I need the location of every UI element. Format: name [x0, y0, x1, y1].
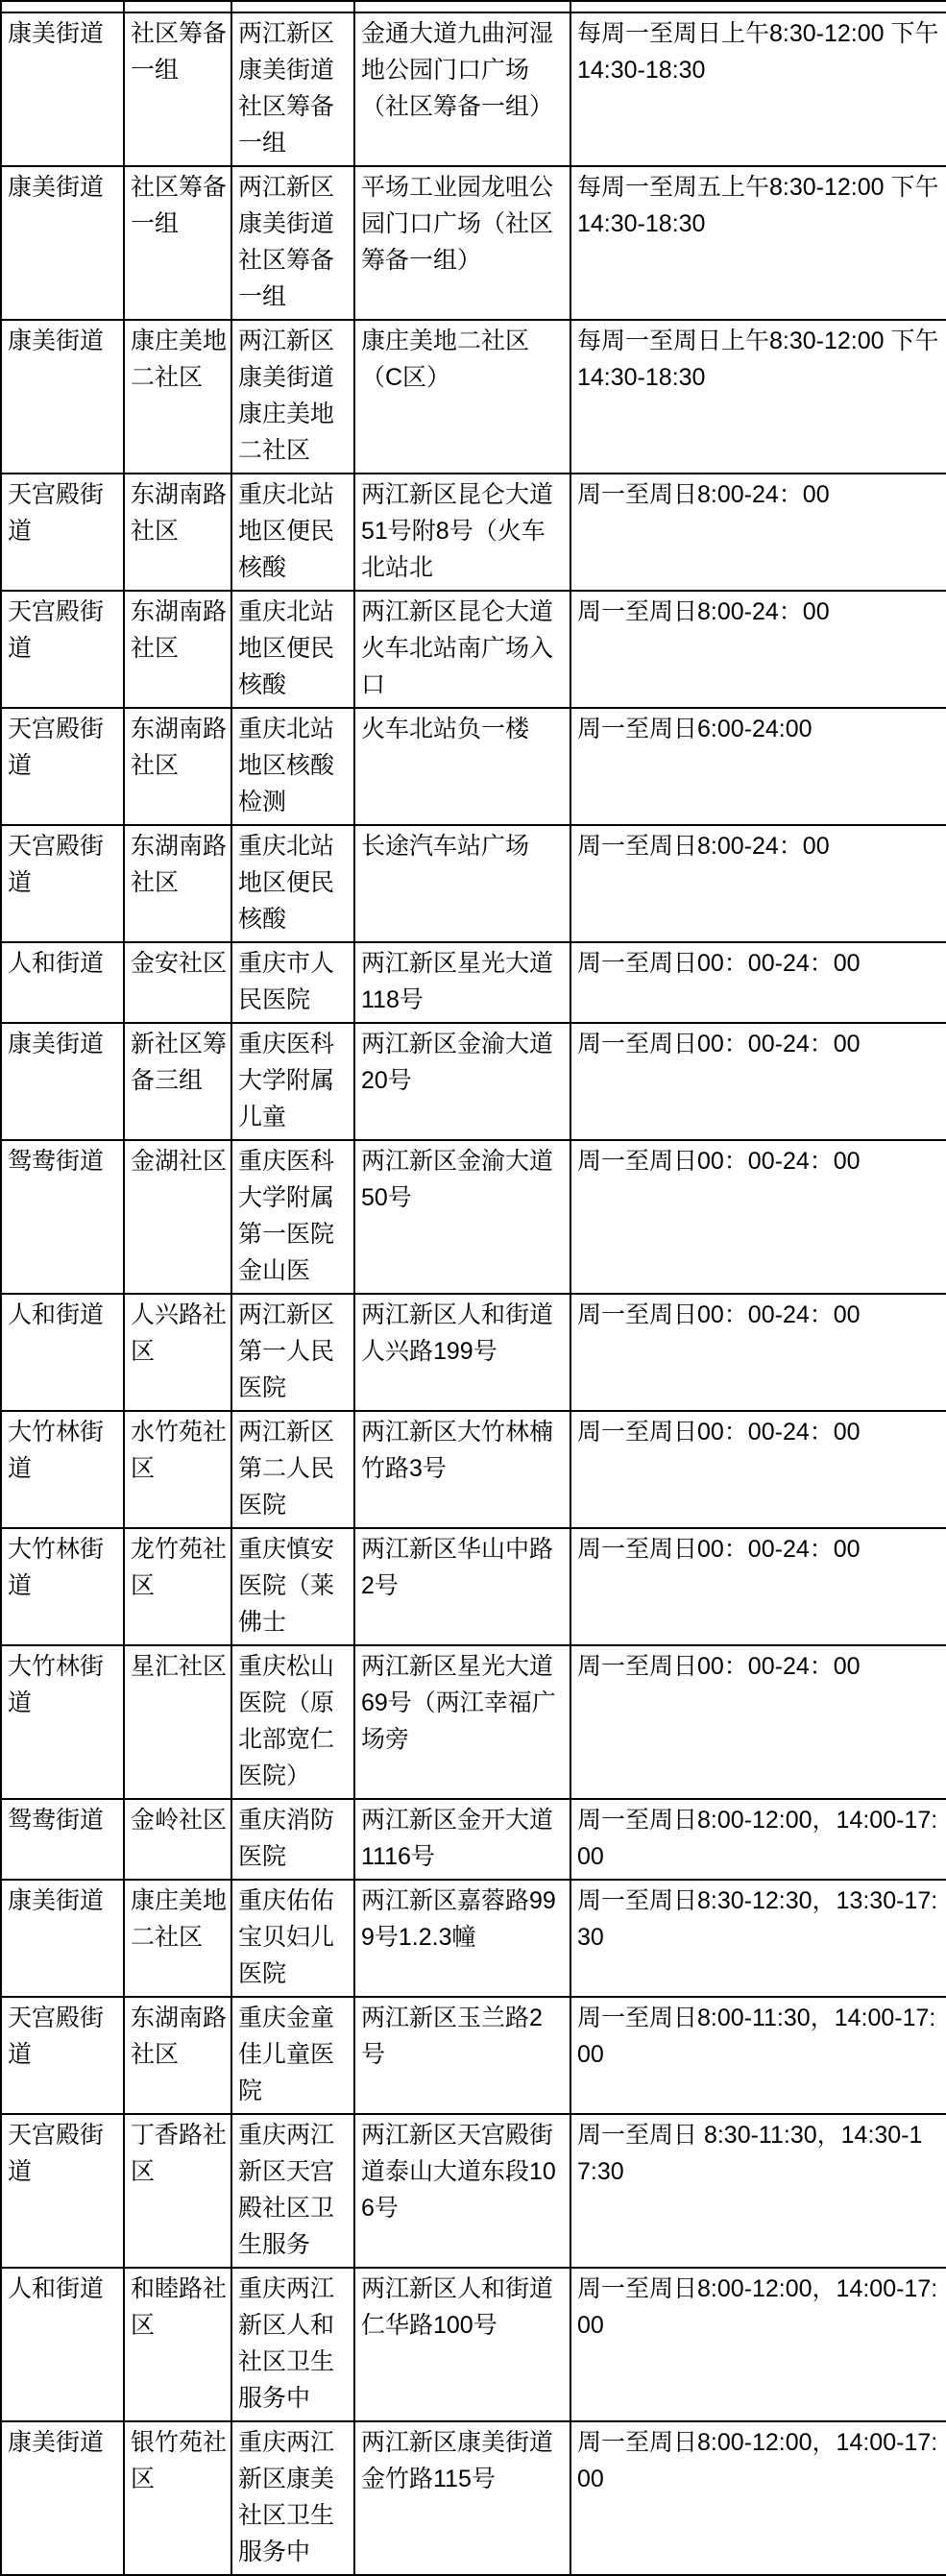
cell-community: 丁香路社区	[124, 2114, 231, 2268]
cell-time: 周一至周日8:00-12:00，14:00-17:00	[570, 1799, 946, 1880]
cell-time: 周一至周日8:00-11:30，14:00-17:00	[570, 1997, 946, 2114]
cell-street: 鸳鸯街道	[1, 1799, 124, 1880]
table-row	[1, 1294, 946, 1411]
cell-community: 金岭社区	[124, 1799, 231, 1880]
table-row	[1, 1023, 946, 1140]
cell-address: 金通大道九曲河湿地公园门口广场（社区筹备一组）	[354, 12, 570, 166]
cell-site: 重庆北站地区核酸检测	[231, 708, 354, 825]
cell-time: 周一至周日00：00-24：00	[570, 942, 946, 1023]
cell-site: 重庆松山医院（原北部宽仁医院）	[231, 1645, 354, 1799]
cell-site: 两江新区康美街道社区筹备一组	[231, 166, 354, 320]
cell-street: 大竹林街道	[1, 1528, 124, 1645]
cell-time: 周一至周日8:00-12:00，14:00-17:00	[570, 2421, 946, 2575]
table-row	[1, 591, 946, 708]
cell-time: 周一至周日8:00-24：00	[570, 591, 946, 708]
table-row	[1, 1411, 946, 1528]
cell-street: 人和街道	[1, 1294, 124, 1411]
cell-site: 重庆金童佳儿童医院	[231, 1997, 354, 2114]
cell-street: 天宫殿街道	[1, 591, 124, 708]
table-row	[1, 1140, 946, 1294]
cell-address: 两江新区星光大道69号（两江幸福广场旁	[354, 1645, 570, 1799]
table-row	[1, 942, 946, 1023]
cell-address: 两江新区昆仑大道火车北站南广场入口	[354, 591, 570, 708]
cell-address: 两江新区金开大道1116号	[354, 1799, 570, 1880]
table-row	[1, 2268, 946, 2421]
cell-community: 新社区筹备三组	[124, 1023, 231, 1140]
cell-street: 天宫殿街道	[1, 474, 124, 591]
table-row	[1, 2114, 946, 2268]
cell-street: 康美街道	[1, 1880, 124, 1997]
cell-site: 重庆两江新区人和社区卫生服务中	[231, 2268, 354, 2421]
cell-address: 两江新区金渝大道20号	[354, 1023, 570, 1140]
cell-site: 两江新区第一人民医院	[231, 1294, 354, 1411]
cell-street: 康美街道	[1, 1023, 124, 1140]
cell-time: 每周一至周日上午8:30-12:00 下午14:30-18:30	[570, 12, 946, 166]
cell-community: 康庄美地二社区	[124, 320, 231, 474]
cell-community: 社区筹备一组	[124, 166, 231, 320]
cell-street: 天宫殿街道	[1, 1997, 124, 2114]
cell-address: 两江新区昆仑大道51号附8号（火车北站北	[354, 474, 570, 591]
cell-site: 重庆市人民医院	[231, 942, 354, 1023]
cell-community: 康庄美地二社区	[124, 1880, 231, 1997]
cell-site: 重庆北站地区便民核酸	[231, 591, 354, 708]
table-row	[1, 825, 946, 942]
cell-address: 康庄美地二社区（C区）	[354, 320, 570, 474]
cell-site: 两江新区第二人民医院	[231, 1411, 354, 1528]
cell-site: 重庆慎安医院（莱佛士	[231, 1528, 354, 1645]
cell-address: 两江新区华山中路2号	[354, 1528, 570, 1645]
cell-community: 东湖南路社区	[124, 1997, 231, 2114]
cell-time: 每周一至周日上午8:30-12:00 下午14:30-18:30	[570, 320, 946, 474]
table-row	[1, 12, 946, 166]
cell-street: 大竹林街道	[1, 1411, 124, 1528]
cell-time: 周一至周日8:00-12:00，14:00-17:00	[570, 2268, 946, 2421]
cell-community: 星汇社区	[124, 1645, 231, 1799]
cell-address: 两江新区人和街道仁华路100号	[354, 2268, 570, 2421]
cell-site: 重庆医科大学附属儿童	[231, 1023, 354, 1140]
cell-time: 周一至周日00：00-24：00	[570, 1645, 946, 1799]
cell-community: 和睦路社区	[124, 2268, 231, 2421]
cell-street: 康美街道	[1, 166, 124, 320]
table-row-clipped	[1, 1, 946, 12]
cell-site: 重庆两江新区康美社区卫生服务中	[231, 2421, 354, 2575]
table-row	[1, 708, 946, 825]
cell-street: 康美街道	[1, 320, 124, 474]
cell-community: 社区筹备一组	[124, 12, 231, 166]
cell-time: 周一至周日8:00-24：00	[570, 474, 946, 591]
cell-site: 重庆佑佑宝贝妇儿医院	[231, 1880, 354, 1997]
cell-address: 两江新区金渝大道50号	[354, 1140, 570, 1294]
table-row	[1, 166, 946, 320]
cell-time: 周一至周日00：00-24：00	[570, 1528, 946, 1645]
cell-street: 人和街道	[1, 2268, 124, 2421]
cell-time: 周一至周日 8:30-11:30，14:30-17:30	[570, 2114, 946, 2268]
cell-clipped	[231, 1, 354, 12]
cell-street: 天宫殿街道	[1, 2114, 124, 2268]
cell-community: 人兴路社区	[124, 1294, 231, 1411]
cell-street: 天宫殿街道	[1, 708, 124, 825]
table-row	[1, 320, 946, 474]
cell-street: 鸳鸯街道	[1, 1140, 124, 1294]
cell-community: 东湖南路社区	[124, 708, 231, 825]
cell-street: 康美街道	[1, 2421, 124, 2575]
cell-address: 两江新区天宫殿街道泰山大道东段106号	[354, 2114, 570, 2268]
cell-community: 金湖社区	[124, 1140, 231, 1294]
cell-site: 重庆消防医院	[231, 1799, 354, 1880]
table-row	[1, 1645, 946, 1799]
cell-community: 龙竹苑社区	[124, 1528, 231, 1645]
cell-time: 周一至周日00：00-24：00	[570, 1411, 946, 1528]
table-row	[1, 2421, 946, 2575]
cell-clipped	[570, 1, 946, 12]
table-row	[1, 1799, 946, 1880]
cell-clipped	[354, 1, 570, 12]
cell-site: 重庆北站地区便民核酸	[231, 825, 354, 942]
cell-community: 东湖南路社区	[124, 825, 231, 942]
cell-address: 两江新区大竹林楠竹路3号	[354, 1411, 570, 1528]
cell-address: 两江新区玉兰路2号	[354, 1997, 570, 2114]
cell-street: 天宫殿街道	[1, 825, 124, 942]
table-row	[1, 474, 946, 591]
table-row	[1, 1880, 946, 1997]
cell-street: 大竹林街道	[1, 1645, 124, 1799]
cell-time: 周一至周日8:30-12:30，13:30-17:30	[570, 1880, 946, 1997]
cell-time: 周一至周日8:00-24：00	[570, 825, 946, 942]
table-body	[1, 1, 946, 2575]
cell-site: 重庆医科大学附属第一医院金山医	[231, 1140, 354, 1294]
cell-community: 水竹苑社区	[124, 1411, 231, 1528]
cell-community: 银竹苑社区	[124, 2421, 231, 2575]
table-row	[1, 1997, 946, 2114]
cell-community: 金安社区	[124, 942, 231, 1023]
cell-street: 康美街道	[1, 12, 124, 166]
cell-time: 周一至周日00：00-24：00	[570, 1023, 946, 1140]
cell-site: 两江新区康美街道社区筹备一组	[231, 12, 354, 166]
cell-community: 东湖南路社区	[124, 591, 231, 708]
cell-address: 两江新区星光大道118号	[354, 942, 570, 1023]
cell-site: 重庆北站地区便民核酸	[231, 474, 354, 591]
cell-address: 两江新区嘉蓉路999号1.2.3幢	[354, 1880, 570, 1997]
cell-site: 两江新区康美街道康庄美地二社区	[231, 320, 354, 474]
cell-time: 周一至周日00：00-24：00	[570, 1140, 946, 1294]
cell-time: 周一至周日6:00-24:00	[570, 708, 946, 825]
cell-address: 两江新区康美街道金竹路115号	[354, 2421, 570, 2575]
cell-clipped	[1, 1, 124, 12]
cell-address: 火车北站负一楼	[354, 708, 570, 825]
cell-community: 东湖南路社区	[124, 474, 231, 591]
cell-address: 平场工业园龙咀公园门口广场（社区筹备一组）	[354, 166, 570, 320]
cell-time: 每周一至周五上午8:30-12:00 下午14:30-18:30	[570, 166, 946, 320]
cell-street: 人和街道	[1, 942, 124, 1023]
cell-time: 周一至周日00：00-24：00	[570, 1294, 946, 1411]
table-row	[1, 1528, 946, 1645]
cell-site: 重庆两江新区天宫殿社区卫生服务	[231, 2114, 354, 2268]
cell-address: 两江新区人和街道人兴路199号	[354, 1294, 570, 1411]
cell-clipped	[124, 1, 231, 12]
cell-address: 长途汽车站广场	[354, 825, 570, 942]
